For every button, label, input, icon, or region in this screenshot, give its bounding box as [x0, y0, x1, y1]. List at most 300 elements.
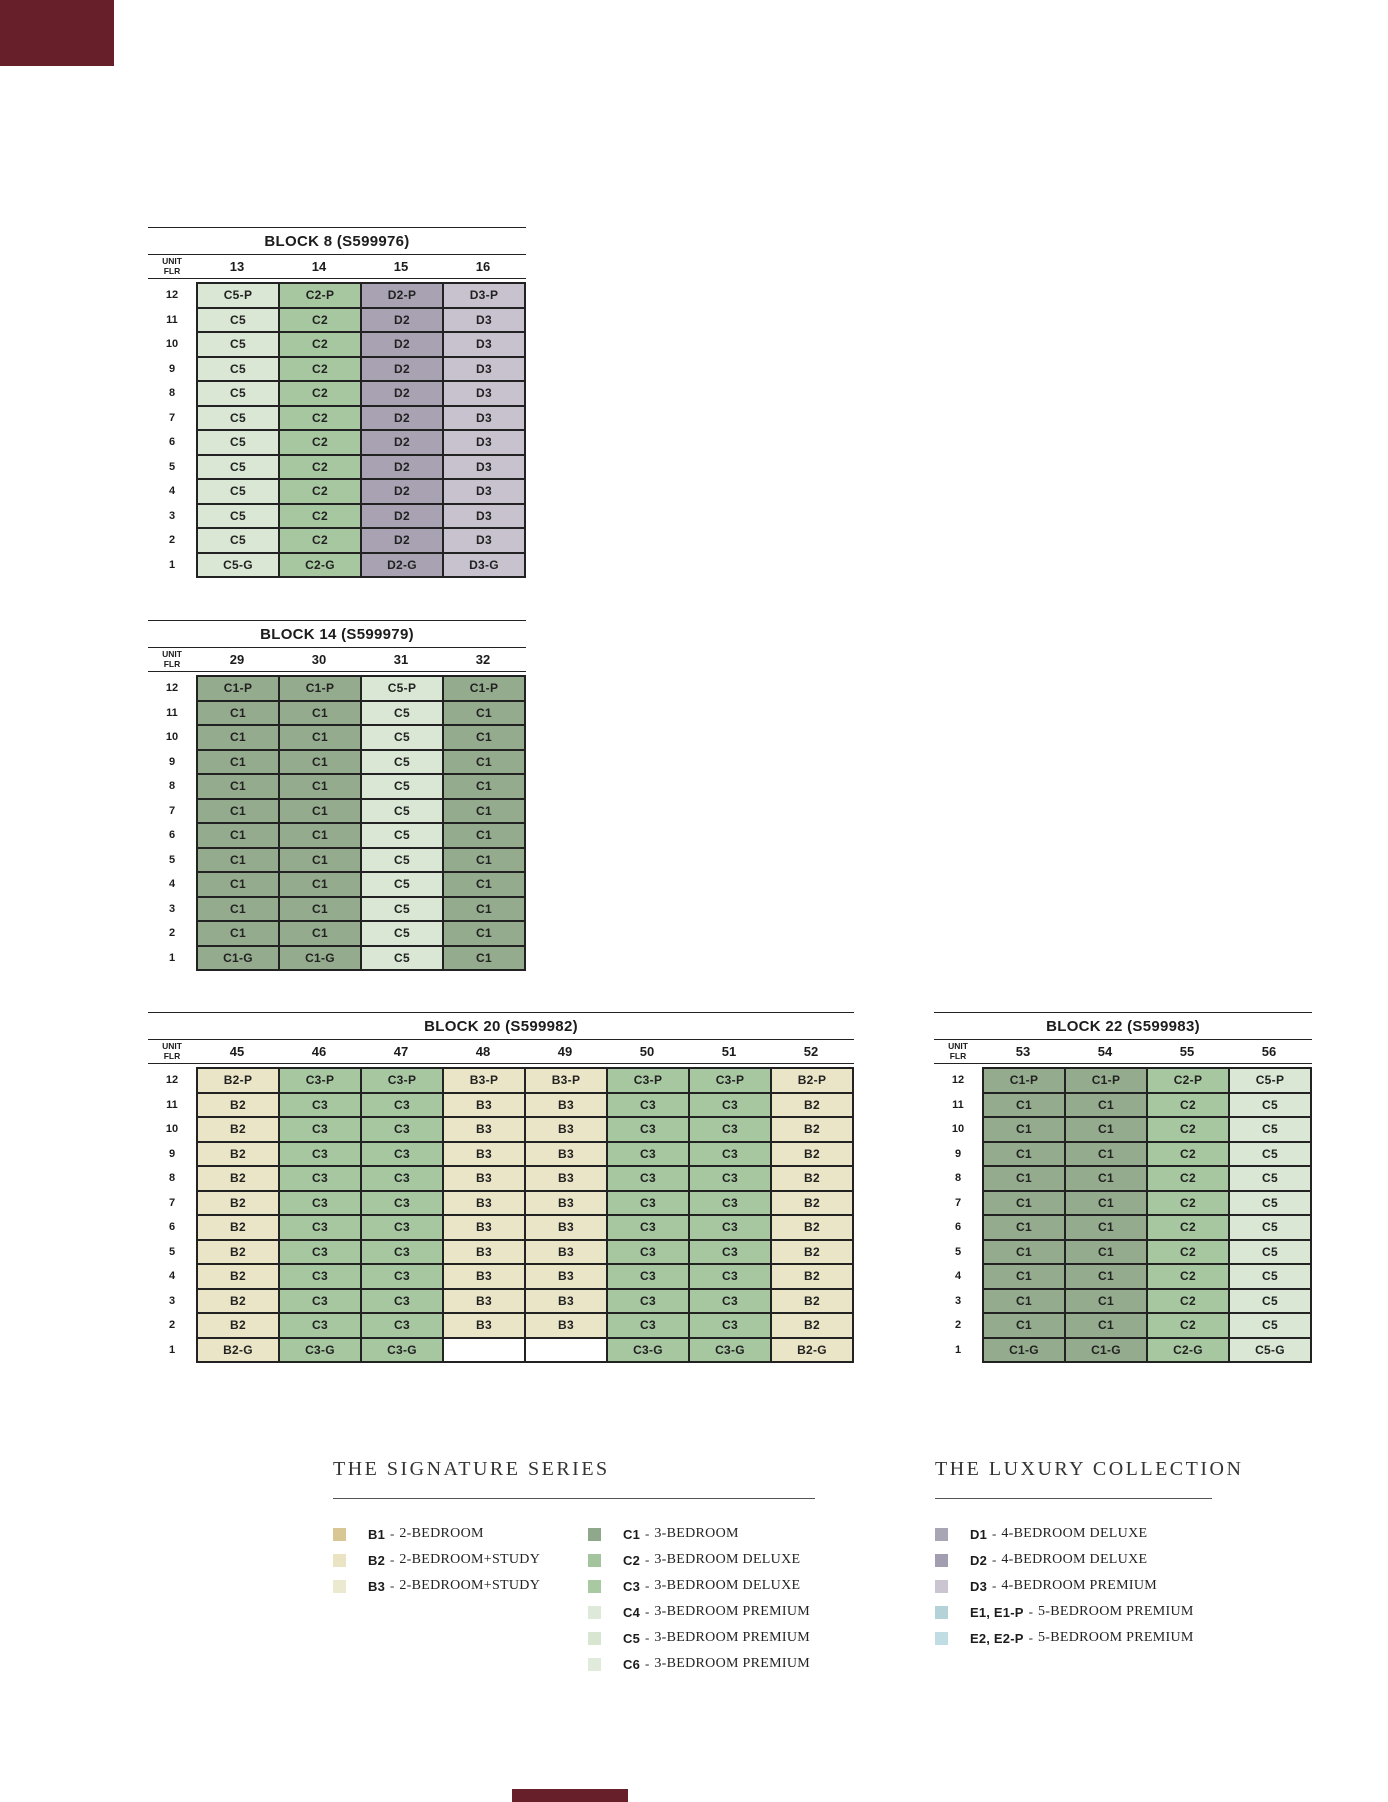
floor-number-column [148, 282, 196, 578]
unit-number-header: 45 [229, 1044, 245, 1059]
stacking-grid [148, 282, 526, 578]
unit-cell: B3 [443, 1191, 525, 1216]
floor-number: 10 [165, 338, 179, 351]
unit-cell: C3 [689, 1191, 771, 1216]
unit-cell: B3-P [443, 1068, 525, 1093]
unit-cell: C5 [1229, 1117, 1311, 1142]
unit-cell: C1 [1065, 1166, 1147, 1191]
unit-cell: C3 [279, 1240, 361, 1265]
unit-cell: B3 [525, 1093, 607, 1118]
legend-description: 3-BEDROOM PREMIUM [654, 1630, 810, 1645]
divider [934, 1063, 1312, 1064]
legend-unit-code: C2 [623, 1552, 641, 1568]
legend-column [935, 1521, 1194, 1651]
unit-number-header: 31 [393, 652, 409, 667]
stacking-grid [934, 1067, 1312, 1363]
block-title: BLOCK 22 (S599983) [1046, 1018, 1200, 1035]
unit-cell: C1 [443, 921, 525, 946]
unit-cell: C2 [279, 406, 361, 431]
floor-number: 11 [952, 1098, 964, 1111]
unit-number-header: 50 [639, 1044, 655, 1059]
unit-number-header: 13 [229, 259, 245, 274]
floor-number: 1 [168, 558, 176, 571]
unit-numbers [196, 652, 524, 667]
unit-cell: C3 [361, 1264, 443, 1289]
floor-number: 5 [168, 460, 176, 473]
unit-cell: C2-P [1147, 1068, 1229, 1093]
floor-number: 6 [168, 1221, 176, 1234]
legend-item [588, 1547, 843, 1573]
corner-label-flr: FLR [949, 1050, 967, 1061]
unit-cell: C5 [361, 823, 443, 848]
unit-cell: C1 [1065, 1117, 1147, 1142]
unit-cell: C3 [689, 1093, 771, 1118]
unit-cell: C3 [361, 1117, 443, 1142]
unit-cell: C2 [1147, 1240, 1229, 1265]
corner-label-unit: UNIT [948, 1040, 968, 1051]
unit-cell: B2-P [197, 1068, 279, 1093]
unit-cell: C5 [361, 725, 443, 750]
unit-cell: B2 [771, 1313, 853, 1338]
unit-cell: C5 [197, 528, 279, 553]
legend-color-swatch [935, 1580, 948, 1593]
legend-color-swatch [935, 1606, 948, 1619]
legend-separator: - [645, 1656, 650, 1671]
unit-cell: B2-P [771, 1068, 853, 1093]
unit-cell: D2 [361, 528, 443, 553]
unit-cell: C1 [197, 872, 279, 897]
legend-description: 3-BEDROOM PREMIUM [654, 1604, 810, 1619]
unit-cell: C1 [443, 872, 525, 897]
legend-item [935, 1521, 1194, 1547]
unit-cell: C5 [361, 750, 443, 775]
floor-number: 3 [168, 1294, 176, 1307]
legend-description: 5-BEDROOM PREMIUM [1037, 1630, 1194, 1645]
unit-cell: D2-G [361, 553, 443, 578]
unit-cell: C5-G [1229, 1338, 1311, 1363]
floor-number: 5 [168, 1245, 176, 1258]
corner-label-unit: UNIT [162, 255, 182, 266]
unit-cell: C3 [279, 1191, 361, 1216]
unit-cell: C2 [1147, 1191, 1229, 1216]
unit-cell: C5 [1229, 1191, 1311, 1216]
unit-cell: C2 [1147, 1215, 1229, 1240]
unit-cell: C1 [197, 725, 279, 750]
unit-cell: C3 [607, 1166, 689, 1191]
legend-separator: - [645, 1552, 650, 1567]
legend-unit-code: B3 [368, 1578, 386, 1594]
block-22-table [934, 1012, 1312, 1363]
unit-cell: C3 [361, 1142, 443, 1167]
unit-cell: C5 [361, 897, 443, 922]
unit-cell: C3 [607, 1215, 689, 1240]
legend-description: 4-BEDROOM PREMIUM [1001, 1578, 1157, 1593]
unit-cell: C3 [607, 1142, 689, 1167]
unit-cell: C3 [689, 1264, 771, 1289]
unit-cell: C2 [279, 430, 361, 455]
legend-description: 3-BEDROOM [654, 1526, 739, 1541]
floor-number: 12 [165, 289, 179, 302]
unit-cell: C5 [361, 921, 443, 946]
legend-color-swatch [333, 1528, 346, 1541]
legend-item [588, 1573, 843, 1599]
legend-item [333, 1573, 588, 1599]
unit-header-row [934, 1040, 1312, 1063]
unit-cell: C5 [361, 946, 443, 971]
legend-color-swatch [333, 1554, 346, 1567]
unit-cell: C5 [1229, 1264, 1311, 1289]
unit-cell: C3 [607, 1240, 689, 1265]
floor-number: 5 [954, 1245, 962, 1258]
unit-cell: C1 [1065, 1093, 1147, 1118]
unit-cell: C1 [279, 848, 361, 873]
unit-cell: C2 [1147, 1117, 1229, 1142]
unit-cell: C3 [689, 1142, 771, 1167]
unit-cell: C2 [279, 528, 361, 553]
legend-separator: - [390, 1526, 395, 1541]
unit-cell: C2-P [279, 283, 361, 308]
legend-unit-code: D2 [970, 1552, 988, 1568]
unit-cell: C3 [279, 1264, 361, 1289]
floor-number: 11 [166, 706, 178, 719]
unit-cell: C1-G [1065, 1338, 1147, 1363]
unit-cell: B2 [197, 1215, 279, 1240]
unit-cell: B2 [771, 1215, 853, 1240]
unit-cell: B3 [525, 1117, 607, 1142]
unit-cell: B2 [197, 1191, 279, 1216]
unit-cell: D3 [443, 430, 525, 455]
unit-cell: C2 [279, 357, 361, 382]
unit-cell: D2 [361, 308, 443, 333]
unit-cell: B3 [443, 1240, 525, 1265]
legend-separator: - [645, 1526, 650, 1541]
unit-cell: C1 [983, 1093, 1065, 1118]
unit-cell: C1 [1065, 1240, 1147, 1265]
unit-cell: C2-G [1147, 1338, 1229, 1363]
unit-number-header: 14 [311, 259, 327, 274]
unit-cell: B3 [525, 1191, 607, 1216]
floor-number: 11 [166, 1098, 178, 1111]
unit-cell: C3-P [689, 1068, 771, 1093]
legend-unit-code: D3 [970, 1578, 988, 1594]
unit-cell: B3 [443, 1313, 525, 1338]
unit-cell: C5 [361, 799, 443, 824]
unit-cell: C1 [197, 848, 279, 873]
unit-cell: B3 [525, 1142, 607, 1167]
floor-number: 11 [166, 313, 178, 326]
unit-cell: C3 [361, 1191, 443, 1216]
unit-cell: C3 [607, 1289, 689, 1314]
stacking-grid [148, 675, 526, 971]
unit-cell: C2 [279, 504, 361, 529]
legend-item [935, 1547, 1194, 1573]
unit-cell: C5 [361, 701, 443, 726]
floor-number: 4 [954, 1270, 962, 1283]
floor-number: 6 [954, 1221, 962, 1234]
legend-color-swatch [935, 1528, 948, 1541]
unit-cell: B2 [197, 1142, 279, 1167]
unit-numbers [982, 1044, 1310, 1059]
unit-cell: C1 [983, 1240, 1065, 1265]
unit-cell: B2 [771, 1264, 853, 1289]
unit-numbers [196, 1044, 852, 1059]
unit-header-row [148, 1040, 854, 1063]
divider [333, 1498, 815, 1499]
unit-cell: C5 [361, 774, 443, 799]
unit-cell: C3 [361, 1093, 443, 1118]
unit-header-row [148, 255, 526, 278]
legend-separator: - [1028, 1630, 1033, 1645]
unit-cell: C1 [279, 897, 361, 922]
unit-cell: C1 [1065, 1289, 1147, 1314]
unit-cell: C2 [279, 479, 361, 504]
unit-cell: B3 [525, 1166, 607, 1191]
unit-cell: C5 [361, 872, 443, 897]
legend-description: 3-BEDROOM DELUXE [654, 1552, 801, 1567]
unit-cell: D3 [443, 308, 525, 333]
unit-cell: C5 [1229, 1313, 1311, 1338]
legend-separator: - [645, 1630, 650, 1645]
unit-cell: C5 [197, 357, 279, 382]
legend-color-swatch [588, 1528, 601, 1541]
legend-items [333, 1521, 843, 1677]
unit-cell: C5-P [197, 283, 279, 308]
unit-cell: C5 [1229, 1166, 1311, 1191]
legend-description: 2-BEDROOM [399, 1526, 484, 1541]
unit-cell-empty [443, 1338, 525, 1363]
unit-cell: C1 [279, 725, 361, 750]
floor-number: 1 [168, 951, 176, 964]
unit-cell: C5 [1229, 1289, 1311, 1314]
unit-cell: C2 [279, 308, 361, 333]
unit-number-header: 51 [721, 1044, 737, 1059]
unit-cell: C1 [197, 774, 279, 799]
legend-color-swatch [588, 1606, 601, 1619]
floor-number: 8 [168, 1172, 176, 1185]
corner-label-unit: UNIT [162, 648, 182, 659]
unit-cell: C5-P [1229, 1068, 1311, 1093]
unit-cell: C1 [443, 946, 525, 971]
legend-signature-series [333, 1458, 843, 1677]
legend-item [333, 1521, 588, 1547]
legend-description: 3-BEDROOM DELUXE [654, 1578, 801, 1593]
unit-cell: B2 [771, 1093, 853, 1118]
unit-cell: B2-G [771, 1338, 853, 1363]
unit-cell: D3 [443, 332, 525, 357]
legend-unit-code: D1 [970, 1526, 988, 1542]
unit-cell: C3 [279, 1142, 361, 1167]
floor-number: 9 [168, 755, 176, 768]
unit-cell: B2 [771, 1117, 853, 1142]
unit-cell: C3 [689, 1240, 771, 1265]
floor-number: 4 [168, 878, 176, 891]
unit-cell: C3 [361, 1166, 443, 1191]
stacking-grid [148, 1067, 854, 1363]
legend-item [333, 1547, 588, 1573]
floor-number: 7 [954, 1196, 962, 1209]
floor-number: 7 [168, 1196, 176, 1209]
unit-cell: C1 [279, 701, 361, 726]
unit-cell: C1-P [983, 1068, 1065, 1093]
unit-cell: C3-G [607, 1338, 689, 1363]
divider [148, 671, 526, 672]
floor-number: 3 [168, 509, 176, 522]
unit-cells-grid [196, 675, 526, 971]
legend-separator: - [645, 1578, 650, 1593]
unit-number-header: 53 [1015, 1044, 1031, 1059]
unit-cell: C5 [197, 455, 279, 480]
unit-cell: C2 [1147, 1313, 1229, 1338]
floor-number: 6 [168, 829, 176, 842]
unit-cell: C3 [279, 1117, 361, 1142]
unit-cell: C3-P [279, 1068, 361, 1093]
unit-cell: C5 [1229, 1093, 1311, 1118]
unit-number-header: 49 [557, 1044, 573, 1059]
unit-number-header: 48 [475, 1044, 491, 1059]
legend-unit-code: C1 [623, 1526, 641, 1542]
unit-cell: C2 [1147, 1142, 1229, 1167]
unit-cell: C1 [983, 1166, 1065, 1191]
unit-cell: C1 [983, 1142, 1065, 1167]
unit-cells-grid [196, 1067, 854, 1363]
page-corner-decoration [0, 0, 114, 66]
unit-cell: D3 [443, 479, 525, 504]
unit-cell: C3 [361, 1289, 443, 1314]
unit-cell: D3 [443, 357, 525, 382]
unit-cell: C5 [197, 332, 279, 357]
floor-number: 12 [165, 682, 179, 695]
unit-cell: C3-G [279, 1338, 361, 1363]
unit-cell: D2 [361, 455, 443, 480]
unit-cell: B2 [197, 1313, 279, 1338]
legend-unit-code: C4 [623, 1604, 641, 1620]
legend-unit-code: E2, E2-P [970, 1630, 1024, 1646]
floor-number: 1 [954, 1343, 962, 1356]
unit-cell: D2 [361, 504, 443, 529]
corner-label-unit: UNIT [162, 1040, 182, 1051]
legend-unit-code: B1 [368, 1526, 386, 1542]
corner-label-flr: FLR [163, 658, 181, 669]
floor-number: 12 [951, 1074, 965, 1087]
block-title: BLOCK 8 (S599976) [264, 233, 410, 250]
floor-number: 3 [954, 1294, 962, 1307]
unit-cell: C1-G [983, 1338, 1065, 1363]
legend-unit-code: C3 [623, 1578, 641, 1594]
unit-header-row [148, 648, 526, 671]
unit-cell: B3-P [525, 1068, 607, 1093]
unit-cell: C5 [197, 504, 279, 529]
unit-cell: C1 [279, 799, 361, 824]
unit-flr-corner-label [148, 650, 196, 670]
floor-number: 10 [951, 1123, 965, 1136]
legend-description: 2-BEDROOM+STUDY [399, 1552, 541, 1567]
unit-cells-grid [196, 282, 526, 578]
unit-cell: C1 [443, 774, 525, 799]
unit-cell: C2 [279, 332, 361, 357]
legend-separator: - [645, 1604, 650, 1619]
legend-color-swatch [935, 1632, 948, 1645]
floor-number: 7 [168, 804, 176, 817]
unit-cell: C5 [197, 479, 279, 504]
unit-cell: C3 [607, 1264, 689, 1289]
legend-separator: - [1028, 1604, 1033, 1619]
unit-cell: C3 [361, 1215, 443, 1240]
unit-cell: D3 [443, 381, 525, 406]
unit-flr-corner-label [148, 257, 196, 277]
legend-title: THE LUXURY COLLECTION [935, 1458, 1244, 1480]
legend-unit-code: C5 [623, 1630, 641, 1646]
floor-number: 2 [954, 1319, 962, 1332]
legend-item [935, 1625, 1194, 1651]
unit-cell: B3 [443, 1215, 525, 1240]
unit-cell: B3 [525, 1313, 607, 1338]
floor-number: 8 [168, 387, 176, 400]
legend-item [588, 1521, 843, 1547]
floor-number-column [148, 675, 196, 971]
unit-cell: C3-P [361, 1068, 443, 1093]
legend-color-swatch [588, 1632, 601, 1645]
legend-column [588, 1521, 843, 1677]
unit-cell: C1 [443, 799, 525, 824]
legend-luxury-collection [935, 1458, 1243, 1651]
unit-cell: C3-G [361, 1338, 443, 1363]
unit-cell: D2 [361, 332, 443, 357]
legend-description: 4-BEDROOM DELUXE [1001, 1552, 1148, 1567]
block-14-table [148, 620, 526, 971]
unit-cell: C1-G [197, 946, 279, 971]
unit-cell: C3 [361, 1240, 443, 1265]
legend-separator: - [992, 1526, 997, 1541]
legend-color-swatch [588, 1658, 601, 1671]
unit-cell: C1 [197, 897, 279, 922]
unit-cell: C1 [443, 823, 525, 848]
unit-cell: C1 [1065, 1191, 1147, 1216]
legend-color-swatch [588, 1554, 601, 1567]
unit-cell: C3 [689, 1313, 771, 1338]
unit-cell: C1 [197, 823, 279, 848]
floor-number-column [934, 1067, 982, 1363]
unit-cell: B3 [525, 1289, 607, 1314]
unit-cell: C1-P [197, 676, 279, 701]
floor-number: 4 [168, 1270, 176, 1283]
floor-number: 3 [168, 902, 176, 915]
floor-number: 9 [168, 362, 176, 375]
unit-number-header: 55 [1179, 1044, 1195, 1059]
unit-cell: C2 [279, 381, 361, 406]
unit-cell: B2 [771, 1289, 853, 1314]
unit-cell: B2-G [197, 1338, 279, 1363]
unit-cell: C1 [197, 921, 279, 946]
unit-cell: C1 [983, 1117, 1065, 1142]
unit-cell: C1 [983, 1191, 1065, 1216]
unit-cells-grid [982, 1067, 1312, 1363]
unit-cell: C1-P [279, 676, 361, 701]
unit-cell: B2 [771, 1191, 853, 1216]
floor-number: 2 [168, 1319, 176, 1332]
unit-cell: C5 [1229, 1142, 1311, 1167]
legend-description: 3-BEDROOM PREMIUM [654, 1656, 810, 1671]
floor-number: 10 [165, 1123, 179, 1136]
unit-cell: C3 [279, 1313, 361, 1338]
unit-cell: C5 [1229, 1240, 1311, 1265]
unit-cell: C2-G [279, 553, 361, 578]
unit-cell: B2 [197, 1166, 279, 1191]
floor-number: 9 [954, 1147, 962, 1160]
legend-title: THE SIGNATURE SERIES [333, 1458, 610, 1480]
unit-number-header: 52 [803, 1044, 819, 1059]
unit-cell: B2 [771, 1142, 853, 1167]
divider [148, 1063, 854, 1064]
